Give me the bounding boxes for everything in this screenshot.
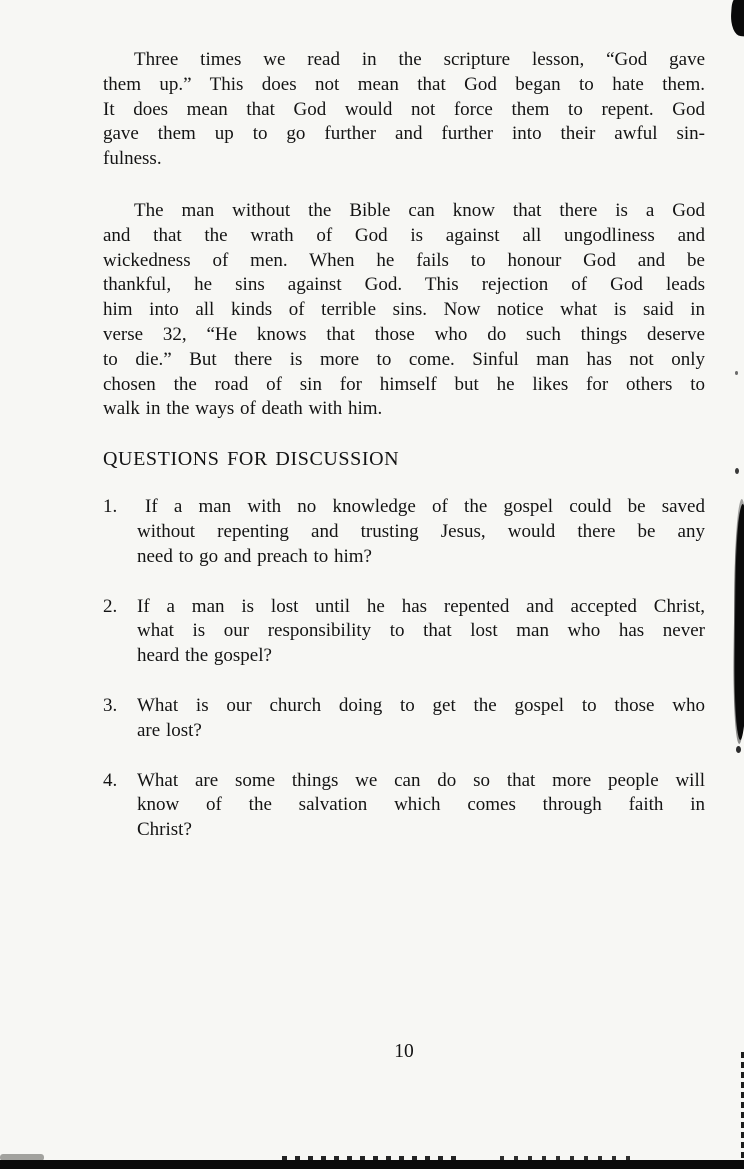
scan-artifact-right-streak bbox=[734, 504, 744, 740]
text-line: Christ? bbox=[137, 819, 192, 841]
text-line: If a man with no knowledge of the gospel could be saved bbox=[145, 496, 705, 518]
question-text bbox=[137, 769, 705, 843]
question-number: 4. bbox=[103, 769, 118, 791]
question-text bbox=[137, 595, 705, 669]
text-line: The man without the Bible can know that there is a God bbox=[134, 199, 705, 221]
text-line: verse 32, “He knows that those who do such things deserve bbox=[103, 323, 705, 345]
section-heading: QUESTIONS FOR DISCUSSION bbox=[103, 448, 400, 471]
question-item bbox=[103, 595, 705, 669]
paragraph bbox=[103, 48, 705, 172]
scan-artifact-speck bbox=[736, 746, 741, 753]
text-line: need to go and preach to him? bbox=[137, 545, 372, 567]
question-text bbox=[137, 495, 705, 569]
text-line: walk in the ways of death with him. bbox=[103, 398, 383, 420]
text-line: to die.” But there is more to come. Sinful man has not only bbox=[103, 348, 705, 370]
scan-artifact-speck bbox=[735, 468, 739, 474]
question-item bbox=[103, 769, 705, 843]
question-text bbox=[137, 694, 705, 744]
text-line: What are some things we can do so that more people will bbox=[137, 769, 705, 791]
paragraph bbox=[103, 199, 705, 422]
question-item bbox=[103, 694, 705, 744]
text-line: thankful, he sins against God. This rejection of God leads bbox=[103, 274, 705, 296]
text-block bbox=[103, 48, 705, 1064]
text-line: and that the wrath of God is against all ungodliness and bbox=[103, 224, 705, 246]
text-line: him into all kinds of terrible sins. Now notice what is said in bbox=[103, 299, 705, 321]
page-number: 10 bbox=[394, 1040, 414, 1062]
question-number: 2. bbox=[103, 595, 118, 617]
scan-artifact-speck bbox=[735, 371, 738, 375]
question-item bbox=[103, 495, 705, 569]
text-line: them up.” This does not mean that God began to hate them. bbox=[103, 73, 705, 95]
scan-artifact-top-right-blob bbox=[730, 0, 744, 37]
text-line: heard the gospel? bbox=[137, 645, 272, 667]
text-line: what is our responsibility to that lost man who has never bbox=[137, 620, 705, 642]
text-line: If a man is lost until he has repented and accepted Christ, bbox=[137, 595, 705, 617]
text-line: Three times we read in the scripture lesson, “God gave bbox=[134, 49, 705, 70]
text-line: know of the salvation which comes through faith in bbox=[137, 794, 705, 816]
text-line: It does mean that God would not force them to repent. God bbox=[103, 98, 705, 120]
text-line: fulness. bbox=[103, 148, 162, 170]
text-line: wickedness of men. When he fails to honour God and be bbox=[103, 249, 705, 271]
question-number: 1. bbox=[103, 496, 118, 518]
text-line: What is our church doing to get the gospel to those who bbox=[137, 694, 705, 716]
text-line: gave them up to go further and further into their awful sin- bbox=[103, 123, 705, 145]
scan-artifact-bottom-band bbox=[0, 1160, 744, 1169]
question-number: 3. bbox=[103, 694, 118, 716]
text-line: are lost? bbox=[137, 719, 202, 741]
text-line: chosen the road of sin for himself but he likes for others to bbox=[103, 373, 705, 395]
text-line: without repenting and trusting Jesus, would there be any bbox=[137, 520, 705, 542]
